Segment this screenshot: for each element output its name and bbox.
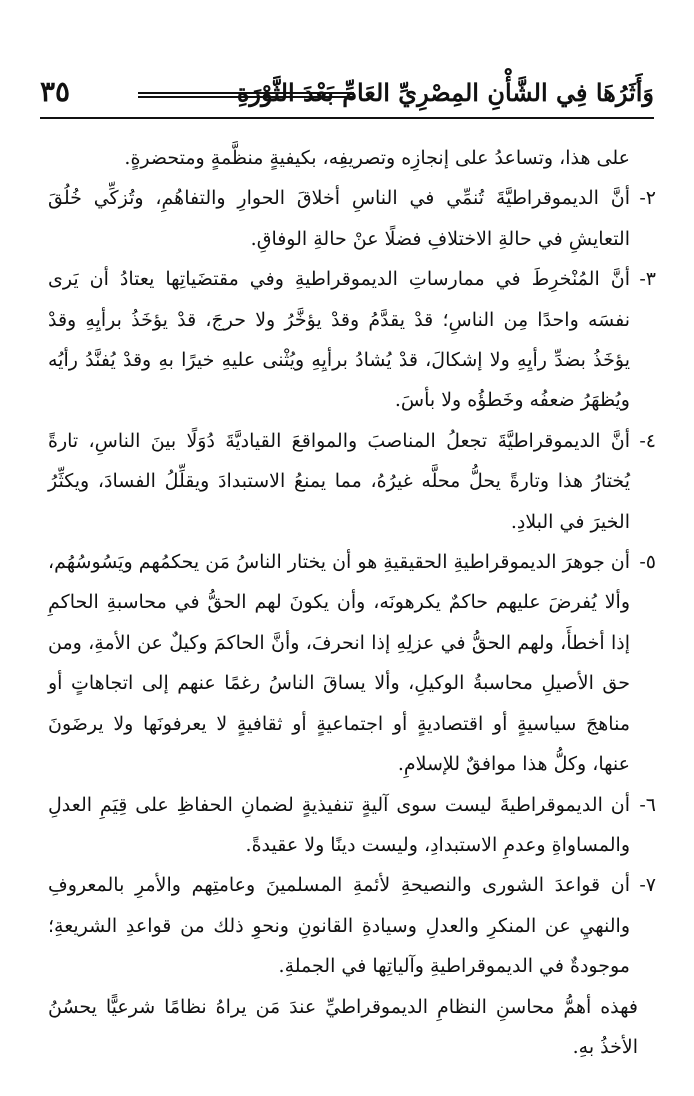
- list-item-text: أنَّ الديموقراطيَّةَ تُنمِّي في الناسِ أخلاقَ الحوارِ والتفاهُمِ، وتُزكِّي خُلُقَ التعايشِ في حالةِ الاختلافِ فضلًا عنْ حالةِ الوفاقِ.: [48, 187, 630, 250]
- list-item-number: ٢-: [639, 187, 656, 210]
- list-item-text: أن الديموقراطيةَ ليست سوى آليةٍ تنفيذيةٍ لضمانِ الحفاظِ على قِيَمِ العدلِ والمساواةِ وعدمِ الاستبدادِ، وليست دينًا ولا عقيدةً.: [48, 793, 630, 856]
- list-item-text: أنَّ المُنْخرِطَ في ممارساتِ الديموقراطيةِ وفي مقتضَياتِها يعتادُ أن يَرى نفسَه واحدًا مِن الناسِ؛ قدْ يقدَّمُ وقدْ يؤخَّرُ ولا حرجَ، قدْ يؤخَذُ برأيِهِ وقدْ يؤخَذُ بضدِّ رأيِهِ ولا إشكالَ، قدْ يُشادُ برأيِهِ ويُثْنى عليهِ خيرًا بهِ وقدْ يُفنَّدُ رأيُه ويُظهَرُ ضعفُه وخَطؤُه ولا بأسَ.: [48, 268, 630, 412]
- list-item-text: أن جوهرَ الديموقراطيةِ الحقيقيةِ هو أن يختار الناسُ مَن يحكمُهم ويَسُوسُهُم، وألا يُفرضَ عليهم حاكمٌ يكرهونَه، وأن يكونَ لهم الحقُّ في محاسبةِ الحاكمِ إذا أخطأَ، ولهم الحقُّ في عزلِهِ إذا انحرفَ، وأنَّ الحاكمَ وكيلٌ عن الأمةِ، ومن حق الأصيلِ محاسبةُ الوكيلِ، وألا يساقَ الناسُ رغمًا عنهم إلى اتجاهاتٍ أو مناهجَ سياسيةٍ أو اقتصاديةٍ أو اجتماعيةٍ أو ثقافيةٍ لا يعرفونَها ولا يرضَونَ عنها، وكلُّ هذا موافقٌ للإسلامِ.: [48, 551, 630, 776]
- list-item-7: [48, 865, 656, 986]
- page-body: [48, 138, 656, 1067]
- list-item-6: [48, 785, 656, 866]
- list-item-5: [48, 542, 656, 784]
- list-item-text: أن قواعدَ الشورى والنصيحةِ لأئمةِ المسلمينَ وعامتِهم والأمرِ بالمعروفِ والنهيِ عن المنكرِ والعدلِ وسيادةِ القانونِ ونحوِ ذلك من قواعدِ الشريعةِ؛ موجودةٌ في الديموقراطيةِ وآلياتِها في الجملةِ.: [48, 874, 630, 978]
- list-item-number: ٥-: [639, 551, 656, 574]
- list-item-number: ٤-: [639, 429, 656, 452]
- closing-paragraph: فهذه أهمُّ محاسنِ النظامِ الديموقراطيِّ عندَ مَن يراهُ نظامًا شرعيًّا يحسُنُ الأخذُ بهِ.: [48, 995, 638, 1058]
- page-number: ٣٥: [40, 75, 71, 108]
- list-item-4: [48, 421, 656, 542]
- list-item-number: ٦-: [639, 793, 656, 816]
- running-header: [40, 76, 654, 116]
- list-item-2: [48, 178, 656, 259]
- list-item-number: ٧-: [639, 874, 656, 897]
- list-item-text: أنَّ الديموقراطيَّةَ تجعلُ المناصبَ والمواقعَ القياديَّةَ دُوَلًا بينَ الناسِ، تارةً يُختارُ هذا وتارةً يحلُّ محلَّه غيرُهُ، مما يمنعُ الاستبدادَ ويقلِّلُ الفسادَ، ويكثِّرُ الخيرَ في البلادِ.: [48, 429, 630, 533]
- running-header-title: وَأَثَرُهَا فِي الشَّأْنِ المِصْرِيِّ العَامِّ بَعْدَ الثَّوْرَةِ: [236, 78, 654, 107]
- header-divider: [40, 117, 654, 119]
- list-item-3: [48, 259, 656, 421]
- header-decorative-rule: [138, 92, 354, 98]
- continuation-paragraph: على هذا، وتساعدُ على إنجازِه وتصريفِه، بكيفيةٍ منظَّمةٍ ومتحضرةٍ.: [124, 147, 630, 169]
- list-item-number: ٣-: [639, 268, 656, 291]
